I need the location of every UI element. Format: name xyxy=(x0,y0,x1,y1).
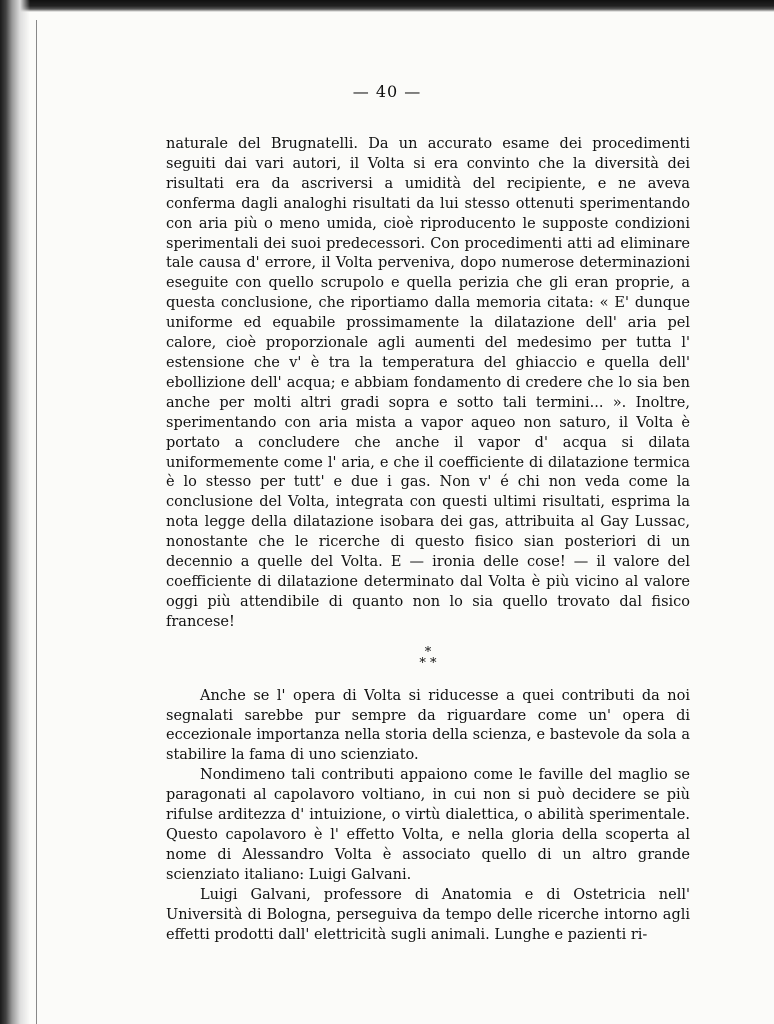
paragraph: Luigi Galvani, professore di Anatomia e di Ostetricia nell' Università di Bologna, perseguiva da tempo delle ricerche intorno agli effetti prodotti dall' elettricità sugli animali. Lunghe e pazienti ri- xyxy=(166,886,690,943)
paragraph-continued: naturale del Brugnatelli. Da un accurato esame dei procedimenti seguiti dai vari autori, il Volta si era convinto che la diversità dei risultati era da ascriversi a umidità del recipiente, e ne aveva conferma dagli analoghi risultati da lui stesso ottenuti sperimentando con aria più o meno umida, cioè riproducento le supposte condizioni sperimentali dei suoi predecessori. Con procedimenti atti ad eliminare tale causa d' errore, il Volta perveniva, dopo numerose determinazioni eseguite con quello scrupolo e quella perizia che gli eran proprie, a questa conclusione, che riportiamo dalla memoria citata: « E' dunque uniforme ed equabile prossimamente la dilatazione dell' aria pel calore, cioè proporzionale agli aumenti del medesimo per tutta l' estensione che v' è tra la temperatura del ghiaccio e quella dell' ebollizione dell' acqua; e abbiam fondamento di credere che lo sia ben anche per molti altri gradi sopra e sotto tali termini... ». Inoltre, sperimentando con aria mista a vapor aqueo non saturo, il Volta è portato a concludere che anche il vapor d' acqua si dilata uniformemente come l' aria, e che il coefficiente di dilatazione termica è lo stesso per tutt' e due i gas. Non v' é chi non veda come la conclusione del Volta, integrata con questi ultimi risultati, esprima la nota legge della dilatazione isobara dei gas, attribuita al Gay Lussac, nonostante che le ricerche di questo fisico sian posteriori di un decennio a quelle del Volta. E — ironia delle cose! — il valore del coefficiente di dilatazione determinato dal Volta è più vicino al valore oggi più attendibile di quanto non lo sia quello trovato dal fisico francese! xyxy=(166,136,690,630)
scan-top-edge xyxy=(0,0,774,12)
paragraph: Anche se l' opera di Volta si riducesse a quei contributi da noi segnalati sarebbe pur sempre da riguardare come un' opera di eccezionale importanza nella storia della scienza, e bastevole da sola a stabilire la fama di uno scienziato. xyxy=(166,687,690,764)
body-text xyxy=(166,135,690,945)
section-break-asterism xyxy=(166,644,690,671)
scan-margin-line xyxy=(36,20,37,1024)
scan-binding-edge xyxy=(0,0,30,1024)
asterism-top: * xyxy=(424,644,432,660)
paragraph: Nondimeno tali contributi appaiono come le faville del maglio se paragonati al capolavoro voltiano, in cui non si può decidere se più rifulse arditezza d' intuizione, o virtù dialettica, o abilità sperimentale. Questo capolavoro è l' effetto Volta, e nella gloria della scoperta al nome di Alessandro Volta è associato quello di un altro grande scienziato italiano: Luigi Galvani. xyxy=(166,767,690,883)
page-number: — 40 — xyxy=(352,82,422,101)
asterism-bottom: * * xyxy=(419,655,437,671)
